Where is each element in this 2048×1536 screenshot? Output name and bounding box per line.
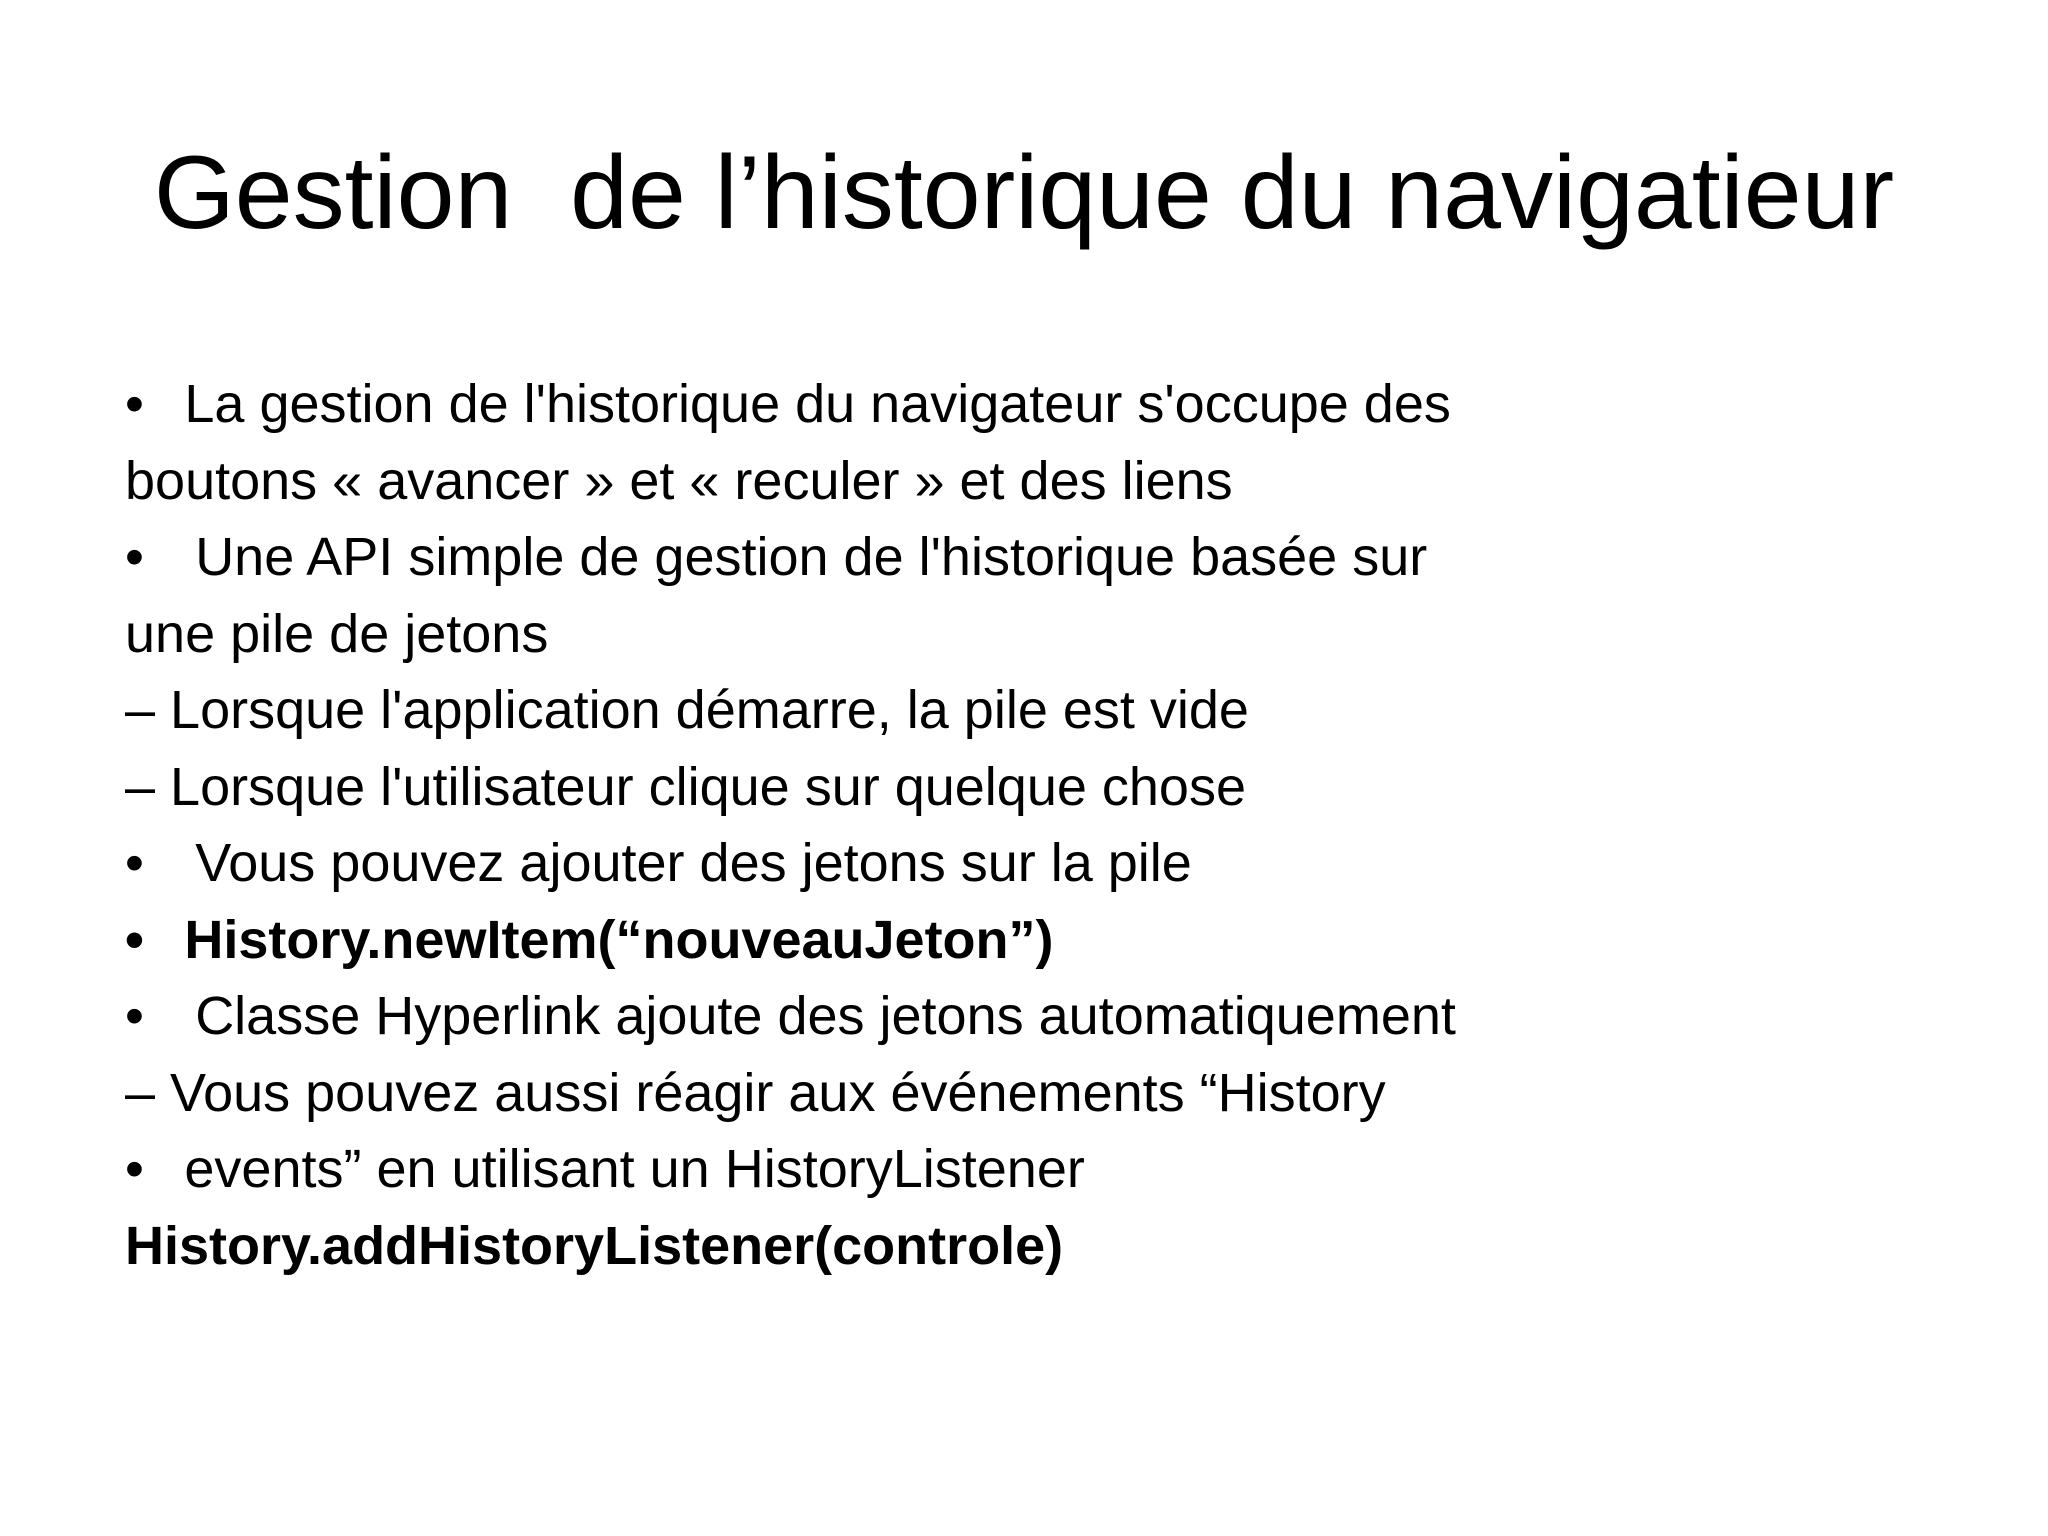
bullet-line	[125, 519, 1945, 596]
bullet-text: Vous pouvez ajouter des jetons sur la pile	[195, 833, 1192, 893]
dash-line	[125, 1055, 1945, 1132]
bullet-line	[125, 825, 1945, 902]
text-line	[125, 443, 1945, 520]
bullet-text: events” en utilisant un HistoryListener	[184, 1139, 1085, 1199]
text-line	[125, 596, 1945, 673]
bullet-text: La gestion de l'historique du navigateur s'occupe des	[184, 374, 1451, 434]
text-line	[125, 1208, 1945, 1285]
line-text: – Lorsque l'application démarre, la pile est vide	[125, 680, 1249, 740]
bullet-line	[125, 366, 1945, 443]
bullet-line	[125, 1131, 1945, 1208]
bullet-icon: •	[125, 909, 144, 970]
bullet-icon: •	[125, 527, 144, 587]
code-text: History.addHistoryListener(controle)	[125, 1215, 1064, 1276]
line-text: – Lorsque l'utilisateur clique sur quelque chose	[125, 756, 1247, 817]
line-text: une pile de jetons	[125, 603, 549, 664]
bullet-icon: •	[125, 833, 144, 893]
slide-title: Gestion de l’historique du navigatieur	[153, 135, 1895, 251]
bullet-icon: •	[125, 986, 144, 1046]
bullet-icon: •	[125, 1139, 144, 1199]
bullet-icon: •	[125, 374, 144, 434]
bullet-text: Classe Hyperlink ajoute des jetons automatiquement	[195, 986, 1456, 1046]
line-text: boutons « avancer » et « reculer » et des liens	[125, 450, 1233, 511]
line-text: – Vous pouvez aussi réagir aux événements “History	[125, 1062, 1386, 1123]
code-text: History.newItem(“nouveauJeton”)	[184, 909, 1054, 970]
dash-line	[125, 749, 1945, 826]
bullet-text: Une API simple de gestion de l'historique basée sur	[195, 527, 1428, 587]
bullet-line	[125, 902, 1945, 979]
slide-body	[125, 366, 1945, 1284]
bullet-line	[125, 978, 1945, 1055]
dash-line	[125, 672, 1945, 749]
